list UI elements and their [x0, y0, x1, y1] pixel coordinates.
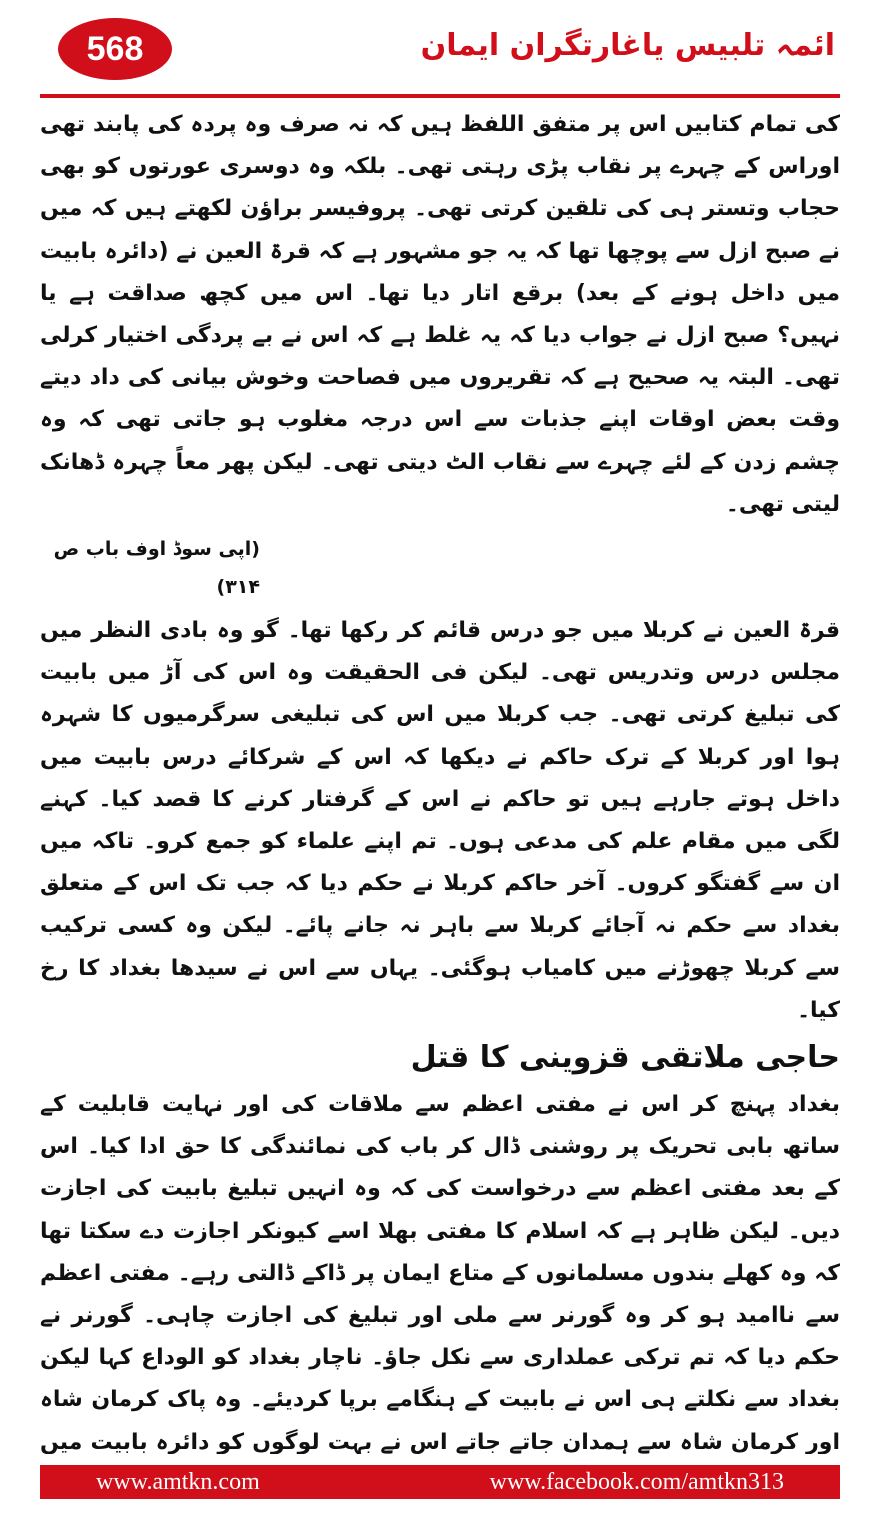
section-heading: حاجی ملاتقی قزوینی کا قتل: [410, 1040, 840, 1076]
header-divider: [40, 94, 840, 98]
website-link[interactable]: www.amtkn.com: [96, 1468, 260, 1495]
citation: [40, 530, 840, 606]
page-footer: [40, 1465, 840, 1499]
page-header: [0, 0, 881, 100]
facebook-link[interactable]: www.facebook.com/amtkn313: [489, 1468, 784, 1495]
page-number-badge: 568: [58, 18, 172, 80]
page-body: [40, 104, 840, 1454]
citation-text: (اپی سوڈ اوف باب ص ۳۱۴): [53, 538, 260, 599]
paragraph-2: قرۃ العین نے کربلا میں جو درس قائم کر رکھا تھا۔ گو وہ بادی النظر میں مجلس درس وتدریس تھی۔ لیکن فی الحقیقت وہ اس کی آڑ میں بابیت کی تبلیغ کرتی تھی۔ جب کربلا میں اس کی تبلیغی سرگرمیوں کا شہرہ ہوا اور کربلا کے ترک حاکم نے دیکھا کہ اس کے شرکائے درس بابیت میں داخل ہوتے جارہے ہیں تو حاکم نے اس کے گرفتار کرنے کا قصد کیا۔ کہنے لگی میں مقام علم کی مدعی ہوں۔ تم اپنے علماء کو جمع کرو۔ تاکہ میں ان سے گفتگو کروں۔ آخر حاکم کربلا نے حکم دیا کہ جب تک اس کے متعلق بغداد سے حکم نہ آجائے کربلا سے باہر نہ جانے پائے۔ لیکن وہ کسی ترکیب سے کربلا چھوڑنے میں کامیاب ہوگئی۔ یہاں سے اس نے سیدھا بغداد کا رخ کیا۔: [40, 618, 840, 1023]
paragraph-3: بغداد پہنچ کر اس نے مفتی اعظم سے ملاقات کی اور نہایت قابلیت کے ساتھ بابی تحریک پر روشنی ڈال کر باب کی نمائندگی کا حق ادا کیا۔ اس کے بعد مفتی اعظم سے درخواست کی کہ وہ انہیں تبلیغ بابیت کی اجازت دیں۔ لیکن ظاہر ہے کہ اسلام کا مفتی بھلا اسے کیونکر اجازت دے سکتا تھا کہ وہ کھلے بندوں مسلمانوں کے متاع ایمان پر ڈاکے ڈالتی رہے۔ مفتی اعظم سے ناامید ہو کر وہ گورنر سے ملی اور تبلیغ کی اجازت چاہی۔ گورنر نے حکم دیا کہ تم ترکی عملداری سے نکل جاؤ۔ ناچار بغداد کو الوداع کہا لیکن بغداد سے نکلتے ہی اس نے بابیت کے ہنگامے برپا کردیئے۔ وہ پاک کرمان شاہ اور کرمان شاہ سے ہمدان جاتے جاتے اس نے بہت لوگوں کو دائرہ بابیت میں: [40, 1092, 840, 1454]
paragraph-1: کی تمام کتابیں اس پر متفق اللفظ ہیں کہ نہ صرف وہ پردہ کی پابند تھی اوراس کے چہرے پر نقاب پڑی رہتی تھی۔ بلکہ وہ دوسری عورتوں کو بھی حجاب وتستر ہی کی تلقین کرتی تھی۔ پروفیسر براؤن لکھتے ہیں کہ میں نے صبح ازل سے پوچھا تھا کہ یہ جو مشہور ہے کہ قرۃ العین نے (دائرہ بابیت میں داخل ہونے کے بعد) برقع اتار دیا تھا۔ اس میں کچھ صداقت ہے یا نہیں؟ صبح ازل نے جواب دیا کہ یہ غلط ہے کہ اس نے بے پردگی اختیار کرلی تھی۔ البتہ یہ صحیح ہے کہ تقریروں میں فصاحت وخوش بیانی کی داد دیتے وقت بعض اوقات اپنے جذبات سے اس درجہ مغلوب ہو جاتی تھی کہ وہ چشم زدن کے لئے چہرے سے نقاب الٹ دیتی تھی۔ لیکن پھر معاً چہرہ ڈھانک لیتی تھی۔: [40, 112, 840, 517]
book-title: ائمہ تلبیس یاغارتگران ایمان: [420, 28, 835, 63]
